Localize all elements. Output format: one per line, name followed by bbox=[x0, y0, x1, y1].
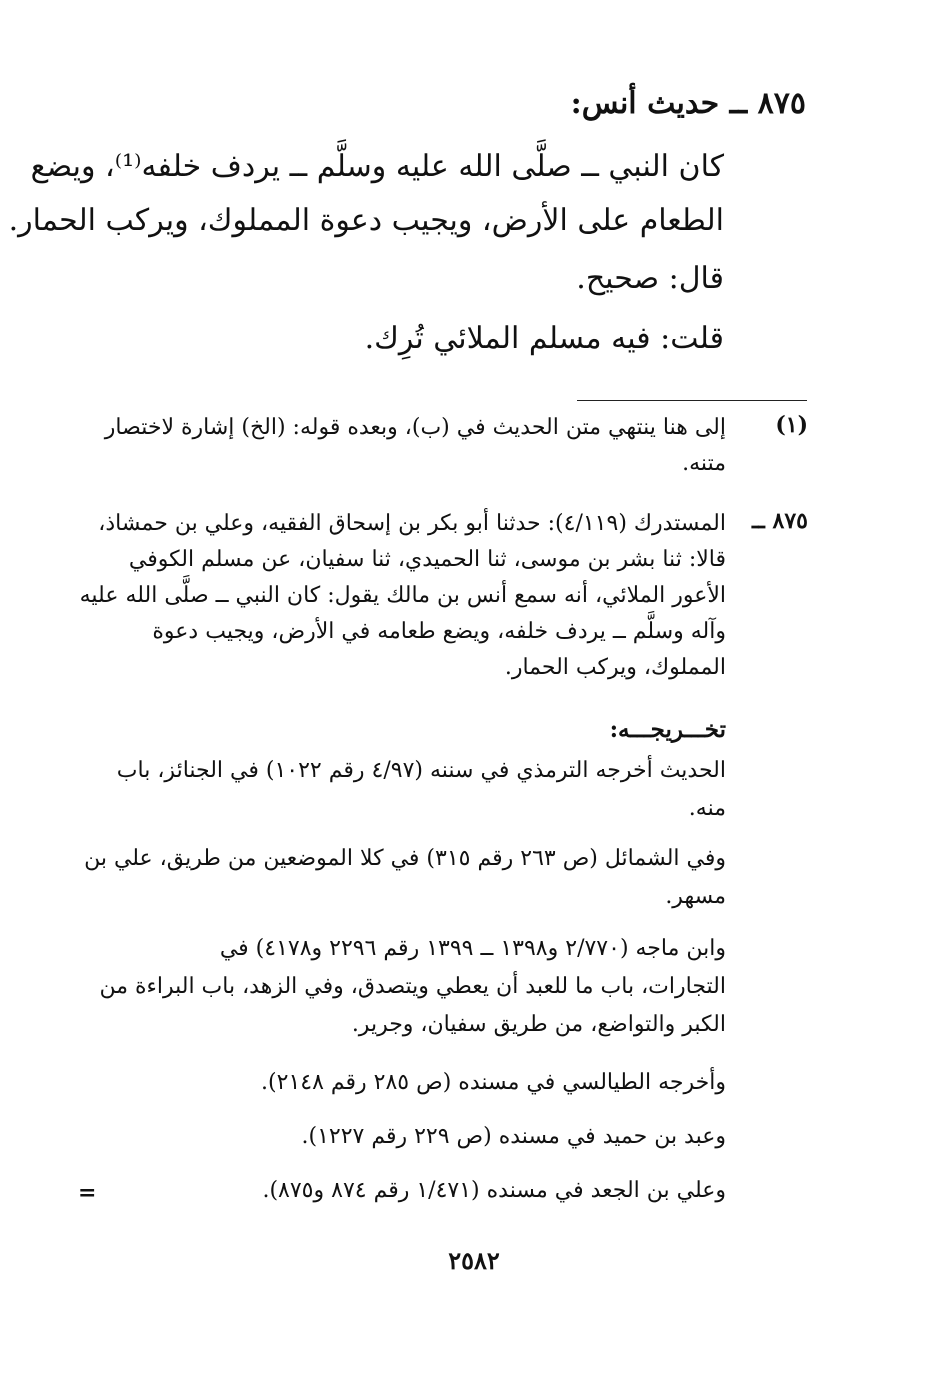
footnote-line: إلى هنا ينتهي متن الحديث في (ب)، وبعده قوله: (الخ) إشارة لاختصار bbox=[104, 415, 726, 440]
takhrij-paragraph bbox=[111, 1118, 726, 1156]
takhrij-paragraph bbox=[84, 840, 726, 916]
takhrij-paragraph bbox=[111, 1172, 726, 1210]
takhrij-line: وأخرجه الطيالسي في مسنده (ص ٢٨٥ رقم ٢١٤٨). bbox=[261, 1070, 726, 1095]
takhrij-line: وابن ماجه (٢/٧٧٠ و١٣٩٨ ــ ١٣٩٩ رقم ٢٢٩٦ و٤١٧٨) في bbox=[219, 936, 726, 961]
continuation-mark: = bbox=[78, 1180, 97, 1206]
takhrij-line: مسهر. bbox=[665, 884, 726, 909]
footnote-separator bbox=[577, 400, 807, 401]
source-marker: ٨٧٥ ــ bbox=[751, 508, 808, 534]
takhrij-line: التجارات، باب ما للعبد أن يعطي ويتصدق، وفي الزهد، باب البراءة من bbox=[99, 974, 726, 999]
page-number: ٢٥٨٢ bbox=[448, 1246, 500, 1275]
source-text bbox=[79, 506, 726, 686]
source-line: المستدرك (٤/١١٩): حدثنا أبو بكر بن إسحاق الفقيه، وعلي بن حمشاذ، bbox=[98, 511, 726, 536]
takhrij-paragraph bbox=[111, 1064, 726, 1102]
footnote-marker: (١) bbox=[775, 412, 808, 438]
hadith-line: كان النبي ــ صلَّى الله عليه وسلَّم ــ يردف خلفه⁽¹⁾، ويضع bbox=[30, 149, 724, 184]
hadith-line: الطعام على الأرض، ويجيب دعوة المملوك، ويركب الحمار. bbox=[8, 203, 724, 238]
qultu-line: قلت: فيه مسلم الملائي تُرِك. bbox=[364, 321, 724, 356]
source-line: المملوك، ويركب الحمار. bbox=[504, 655, 726, 680]
source-line: وآله وسلَّم ــ يردف خلفه، ويضع طعامه في الأرض، ويجيب دعوة bbox=[152, 619, 726, 644]
footnote-line: متنه. bbox=[682, 451, 726, 476]
takhrij-line: الكبر والتواضع، من طريق سفيان، وجرير. bbox=[351, 1012, 726, 1037]
source-line: الأعور الملائي، أنه سمع أنس بن مالك يقول: كان النبي ــ صلَّى الله عليه bbox=[79, 583, 726, 608]
takhrij-line: وفي الشمائل (ص ٢٦٣ رقم ٣١٥) في كلا الموضعين من طريق، علي بن bbox=[84, 846, 726, 871]
footnote-text bbox=[104, 410, 726, 482]
qal-line: قال: صحيح. bbox=[576, 261, 724, 296]
hadith-text bbox=[8, 140, 724, 248]
hakim-verdict bbox=[109, 252, 724, 306]
takhrij-line: وعلي بن الجعد في مسنده (١/٤٧١ رقم ٨٧٤ و٨٧٥). bbox=[262, 1178, 726, 1203]
takhrij-line: وعبد بن حميد في مسنده (ص ٢٢٩ رقم ١٢٢٧). bbox=[301, 1124, 726, 1149]
takhrij-title: تخـــريجـــه: bbox=[609, 716, 726, 743]
takhrij-line: الحديث أخرجه الترمذي في سننه (٤/٩٧ رقم ١٠٢٢) في الجنائز، باب bbox=[116, 758, 726, 783]
source-line: قالا: ثنا بشر بن موسى، ثنا الحميدي، ثنا سفيان، عن مسلم الكوفي bbox=[128, 547, 726, 572]
takhrij-paragraph bbox=[111, 752, 726, 828]
hadith-heading: ٨٧٥ ــ حديث أنس: bbox=[570, 86, 806, 121]
takhrij-line: منه. bbox=[688, 796, 726, 821]
dhahabi-comment bbox=[109, 312, 724, 366]
takhrij-paragraph bbox=[99, 930, 726, 1044]
